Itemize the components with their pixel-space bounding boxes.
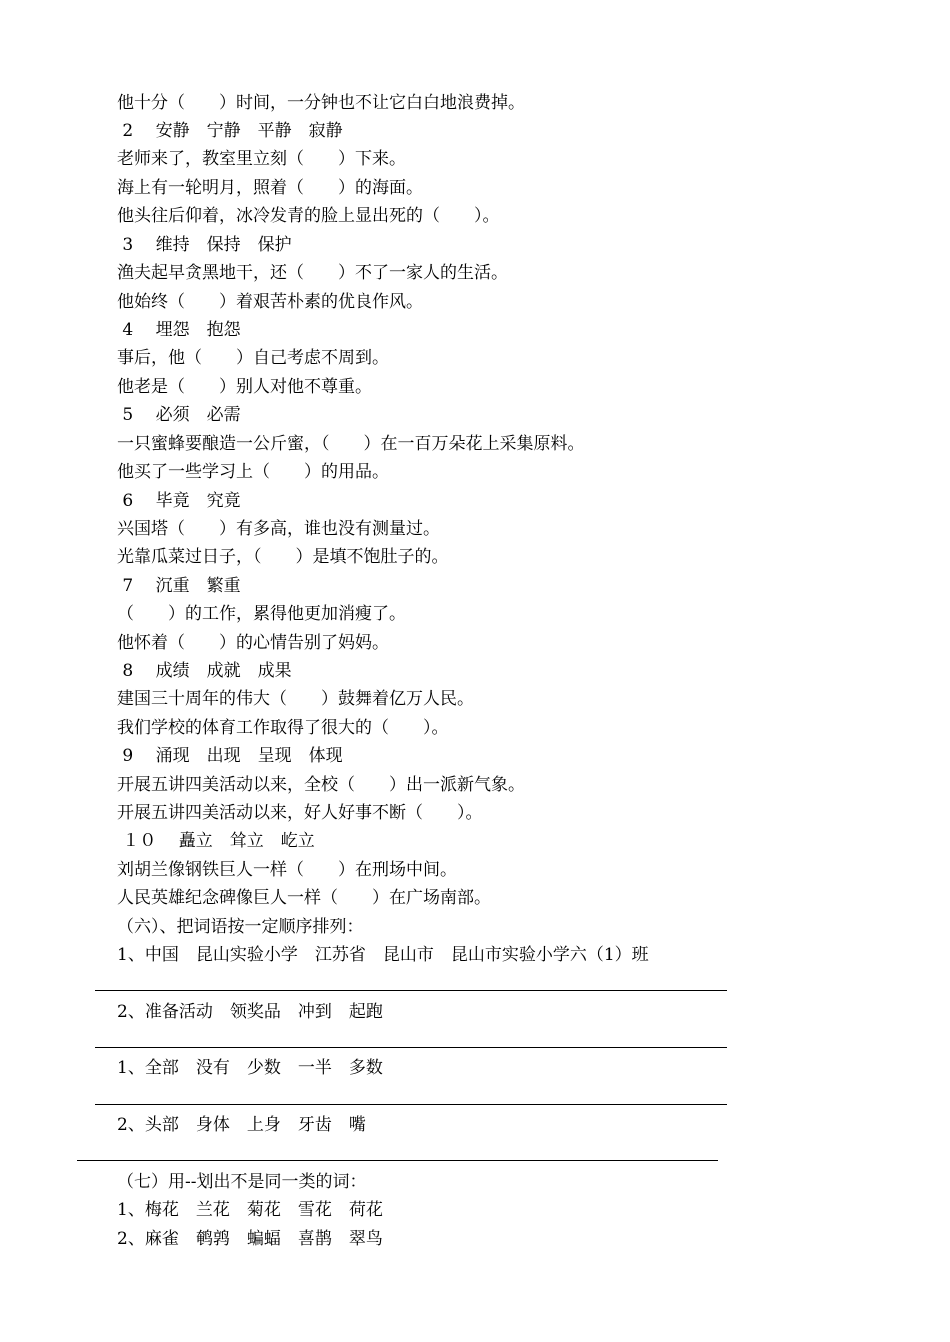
ordering-item: 1、中国 昆山实验小学 江苏省 昆山市 昆山市实验小学六（1）班 [117, 945, 649, 965]
word-group-heading: 8 成绩 成就 成果 [117, 661, 292, 681]
word-group-heading: 7 沉重 繁重 [117, 576, 241, 596]
text-line: 他怀着（ ）的心情告别了妈妈。 [117, 633, 389, 653]
word-group-heading: 4 埋怨 抱怨 [117, 320, 241, 340]
text-line: 老师来了，教室里立刻（ ）下来。 [117, 149, 406, 169]
answer-line [95, 990, 727, 991]
word-group-heading: １０ 矗立 耸立 屹立 [117, 831, 315, 851]
text-line: 他老是（ ）别人对他不尊重。 [117, 377, 372, 397]
text-line: 开展五讲四美活动以来，全校（ ）出一派新气象。 [117, 775, 525, 795]
text-line: 他买了一些学习上（ ）的用品。 [117, 462, 389, 482]
text-line: 光靠瓜菜过日子，（ ）是填不饱肚子的。 [117, 547, 449, 567]
word-group-heading: 9 涌现 出现 呈现 体现 [117, 746, 343, 766]
ordering-item: 2、头部 身体 上身 牙齿 嘴 [117, 1115, 366, 1135]
answer-line [95, 1047, 727, 1048]
text-line: 一只蜜蜂要酿造一公斤蜜，（ ）在一百万朵花上采集原料。 [117, 434, 585, 454]
text-line: 他始终（ ）着艰苦朴素的优良作风。 [117, 292, 423, 312]
text-line: 他十分（ ）时间，一分钟也不让它白白地浪费掉。 [117, 93, 525, 113]
word-group-heading: 2 安静 宁静 平静 寂静 [117, 121, 343, 141]
answer-line [77, 1160, 718, 1161]
word-group-heading: 3 维持 保持 保护 [117, 235, 292, 255]
answer-line [95, 1104, 727, 1105]
word-group-heading: 5 必须 必需 [117, 405, 241, 425]
classification-item: 2、麻雀 鹌鹑 蝙蝠 喜鹊 翠鸟 [117, 1229, 383, 1249]
section-heading: （七）用--划出不是同一类的词： [117, 1172, 367, 1192]
text-line: 开展五讲四美活动以来，好人好事不断（ ）。 [117, 803, 483, 823]
text-line: 兴国塔（ ）有多高，谁也没有测量过。 [117, 519, 440, 539]
text-line: 海上有一轮明月，照着（ ）的海面。 [117, 178, 423, 198]
word-group-heading: 6 毕竟 究竟 [117, 491, 241, 511]
text-line: 事后，他（ ）自己考虑不周到。 [117, 348, 389, 368]
text-line: 渔夫起早贪黑地干，还（ ）不了一家人的生活。 [117, 263, 508, 283]
ordering-item: 1、全部 没有 少数 一半 多数 [117, 1058, 383, 1078]
text-line: 建国三十周年的伟大（ ）鼓舞着亿万人民。 [117, 689, 474, 709]
section-heading: （六）、把词语按一定顺序排列： [117, 917, 364, 937]
text-line: 我们学校的体育工作取得了很大的（ ）。 [117, 718, 449, 738]
text-line: （ ）的工作，累得他更加消瘦了。 [117, 604, 406, 624]
text-line: 人民英雄纪念碑像巨人一样（ ）在广场南部。 [117, 888, 491, 908]
text-line: 刘胡兰像钢铁巨人一样（ ）在刑场中间。 [117, 860, 457, 880]
text-line: 他头往后仰着，冰冷发青的脸上显出死的（ ）。 [117, 206, 500, 226]
ordering-item: 2、准备活动 领奖品 冲到 起跑 [117, 1002, 383, 1022]
classification-item: 1、梅花 兰花 菊花 雪花 荷花 [117, 1200, 383, 1220]
